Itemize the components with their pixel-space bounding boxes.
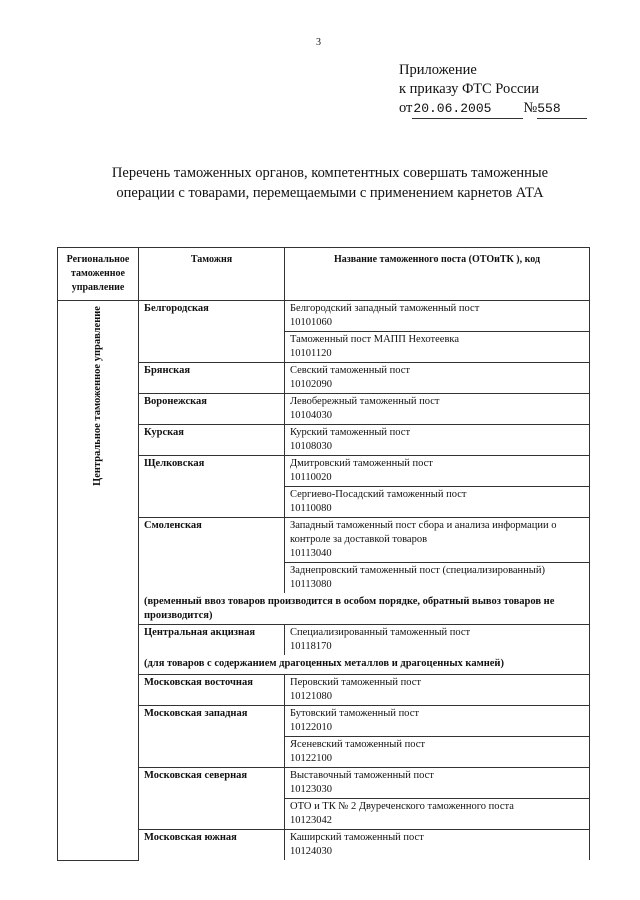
table-row bbox=[58, 301, 590, 332]
page-number: 3 bbox=[316, 37, 321, 48]
customs-name: Московская северная bbox=[139, 768, 285, 830]
post-name: Заднепровский таможенный пост (специализированный) bbox=[290, 565, 545, 576]
title-line-2: операции с товарами, перемещаемыми с применением карнетов АТА bbox=[116, 185, 544, 201]
post-cell bbox=[285, 675, 590, 706]
region-name: Центральное таможенное управление bbox=[92, 306, 103, 486]
post-name: Севский таможенный пост bbox=[290, 365, 411, 376]
post-code: 10122100 bbox=[290, 753, 332, 764]
post-code: 10121080 bbox=[290, 691, 332, 702]
post-cell bbox=[285, 830, 590, 861]
post-code: 10110020 bbox=[290, 472, 332, 483]
appendix-block bbox=[399, 61, 587, 119]
post-code: 10123030 bbox=[290, 784, 332, 795]
document-title bbox=[80, 163, 580, 203]
customs-name: Щелковская bbox=[139, 456, 285, 518]
number-sign: № bbox=[523, 100, 538, 116]
order-date: 20.06.2005 bbox=[412, 99, 523, 119]
customs-name: Воронежская bbox=[139, 394, 285, 425]
post-name: Выставочный таможенный пост bbox=[290, 770, 434, 781]
post-cell bbox=[285, 518, 590, 563]
customs-name: Центральная акцизная bbox=[139, 625, 285, 656]
table-header-row bbox=[58, 248, 590, 301]
header-customs: Таможня bbox=[139, 248, 285, 301]
post-code: 10113080 bbox=[290, 579, 332, 590]
post-cell bbox=[285, 332, 590, 363]
order-number: 558 bbox=[537, 99, 587, 119]
post-code: 10101060 bbox=[290, 317, 332, 328]
post-name: Сергиево-Посадский таможенный пост bbox=[290, 489, 467, 500]
appendix-date-line bbox=[399, 99, 587, 119]
post-code: 10104030 bbox=[290, 410, 332, 421]
post-cell bbox=[285, 487, 590, 518]
customs-table bbox=[57, 247, 590, 861]
post-name: Дмитровский таможенный пост bbox=[290, 458, 433, 469]
post-name: Каширский таможенный пост bbox=[290, 832, 424, 843]
post-cell bbox=[285, 706, 590, 737]
post-code: 10102090 bbox=[290, 379, 332, 390]
post-code: 10108030 bbox=[290, 441, 332, 452]
customs-name: Белгородская bbox=[139, 301, 285, 363]
post-cell bbox=[285, 456, 590, 487]
region-cell bbox=[58, 301, 139, 861]
post-cell bbox=[285, 768, 590, 799]
post-name: Белгородский западный таможенный пост bbox=[290, 303, 480, 314]
post-cell bbox=[285, 737, 590, 768]
customs-name: Московская южная bbox=[139, 830, 285, 861]
post-name: Ясеневский таможенный пост bbox=[290, 739, 425, 750]
post-name: Специализированный таможенный пост bbox=[290, 627, 471, 638]
post-name: Левобережный таможенный пост bbox=[290, 396, 440, 407]
post-code: 10113040 bbox=[290, 548, 332, 559]
post-code: 10122010 bbox=[290, 722, 332, 733]
post-code: 10101120 bbox=[290, 348, 332, 359]
post-name: Западный таможенный пост сбора и анализа информации о контроле за доставкой товаров bbox=[290, 520, 557, 545]
post-name: Бутовский таможенный пост bbox=[290, 708, 419, 719]
post-cell bbox=[285, 625, 590, 656]
customs-note: (для товаров с содержанием драгоценных металлов и драгоценных камней) bbox=[139, 655, 590, 675]
post-cell bbox=[285, 363, 590, 394]
title-line-1: Перечень таможенных органов, компетентных совершать таможенные bbox=[111, 165, 549, 181]
post-name: Таможенный пост МАПП Нехотеевка bbox=[290, 334, 460, 345]
appendix-order-ref: к приказу ФТС России bbox=[399, 81, 539, 97]
post-cell bbox=[285, 563, 590, 594]
date-prefix: от bbox=[399, 100, 413, 116]
post-code: 10110080 bbox=[290, 503, 332, 514]
customs-name: Смоленская bbox=[139, 518, 285, 594]
post-name: Перовский таможенный пост bbox=[290, 677, 421, 688]
customs-note: (временный ввоз товаров производится в особом порядке, обратный вывоз товаров не производится) bbox=[139, 593, 590, 625]
customs-name: Московская восточная bbox=[139, 675, 285, 706]
post-code: 10118170 bbox=[290, 641, 332, 652]
post-code: 10124030 bbox=[290, 846, 332, 857]
customs-name: Московская западная bbox=[139, 706, 285, 768]
post-cell bbox=[285, 394, 590, 425]
appendix-title: Приложение bbox=[399, 62, 477, 78]
header-regional-office: Региональное таможенное управление bbox=[58, 248, 139, 301]
post-name: ОТО и ТК № 2 Двуреченского таможенного поста bbox=[290, 801, 514, 812]
post-cell bbox=[285, 301, 590, 332]
post-cell bbox=[285, 425, 590, 456]
header-post-name-code: Название таможенного поста (ОТОиТК ), код bbox=[285, 248, 590, 301]
post-code: 10123042 bbox=[290, 815, 332, 826]
post-cell bbox=[285, 799, 590, 830]
customs-name: Курская bbox=[139, 425, 285, 456]
customs-name: Брянская bbox=[139, 363, 285, 394]
post-name: Курский таможенный пост bbox=[290, 427, 411, 438]
